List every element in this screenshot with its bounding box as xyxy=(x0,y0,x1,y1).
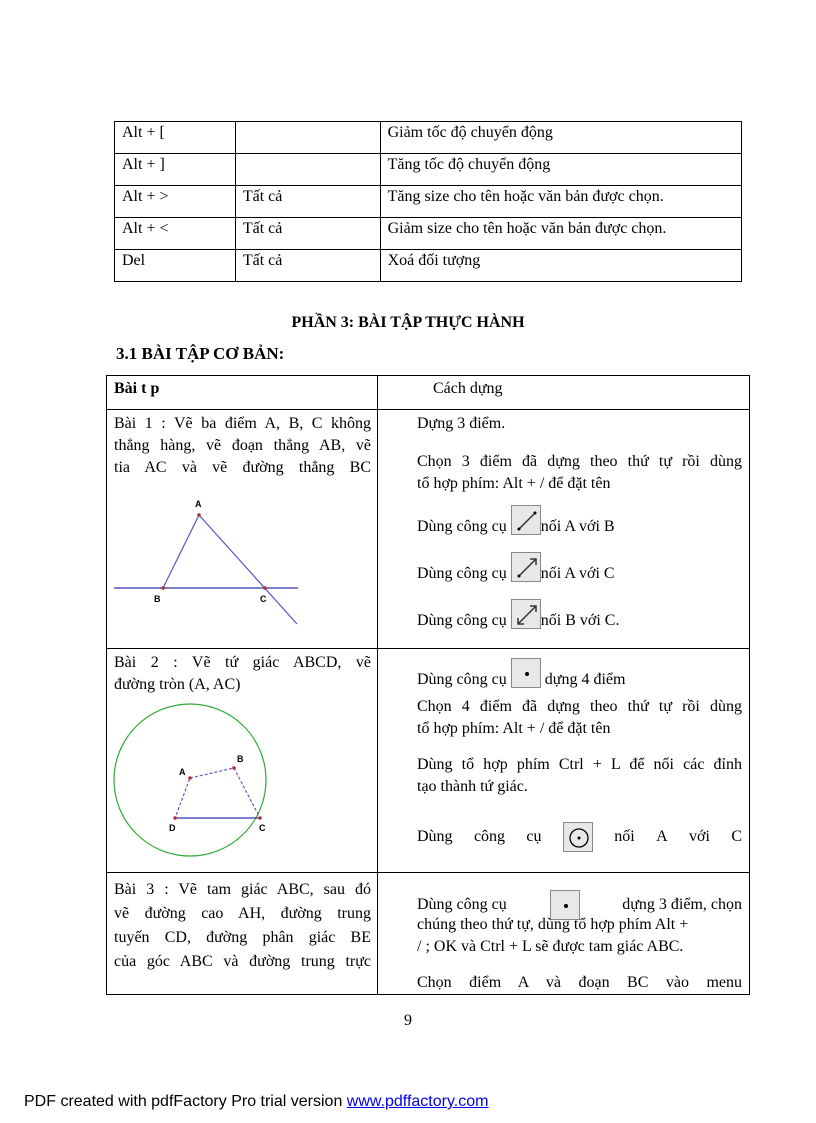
point-a xyxy=(188,776,192,780)
ray-tool-icon xyxy=(511,552,541,582)
shortcut-action: Giảm tốc độ chuyển động xyxy=(380,122,741,154)
header-construction: Cách dựng xyxy=(433,380,503,397)
ex2-step4-w7: C xyxy=(731,828,742,845)
circle-tool-icon xyxy=(563,822,593,852)
shortcut-scope xyxy=(235,154,380,186)
ex1-desc-line1: Bài 1 : Vẽ ba điểm A, B, C không xyxy=(114,415,371,432)
shortcut-row xyxy=(115,250,742,282)
ex2-step4-w3: cụ xyxy=(526,828,542,845)
ex3-step1-pre: Dùng công cụ xyxy=(417,896,507,913)
ex1-step5-post: nối B với C. xyxy=(540,612,620,629)
ex2-desc-line2: đường tròn (A, AC) xyxy=(114,676,241,693)
page-number: 9 xyxy=(404,1012,412,1029)
shortcut-action: Xoá đối tượng xyxy=(380,250,741,282)
shortcut-action: Tăng tốc độ chuyển động xyxy=(380,154,741,186)
ex2-step2-line2: tổ hợp phím: Alt + / để đặt tên xyxy=(417,720,611,737)
point-c xyxy=(258,816,262,820)
ex2-step1 xyxy=(417,658,625,691)
ex3-desc-line4: của góc ABC và đường trung trực xyxy=(114,953,371,970)
point-b xyxy=(232,766,236,770)
shortcut-row xyxy=(115,154,742,186)
header-exercise: Bài t p xyxy=(114,380,160,397)
label-b: B xyxy=(237,754,244,764)
footer-text: PDF created with pdfFactory Pro trial version xyxy=(24,1093,347,1110)
shortcut-key: Alt + < xyxy=(115,218,236,250)
ex3-desc-line2: vẽ đường cao AH, đường trung xyxy=(114,905,371,922)
shortcut-key: Del xyxy=(115,250,236,282)
point-d xyxy=(173,816,177,820)
ex2-step4-w1: Dùng xyxy=(417,828,453,845)
shortcut-scope xyxy=(235,122,380,154)
shortcut-scope: Tất cả xyxy=(235,250,380,282)
point-c xyxy=(263,586,267,590)
section-title: PHẦN 3: BÀI TẬP THỰC HÀNH xyxy=(291,314,525,331)
ex1-step3 xyxy=(417,505,615,538)
label-c: C xyxy=(259,823,266,833)
circle-a-ac xyxy=(114,704,266,856)
triangle-figure xyxy=(108,492,308,632)
point-tool-icon xyxy=(511,658,541,688)
ex3-step1-post: dựng 3 điểm, chọn xyxy=(622,896,742,913)
label-c: C xyxy=(260,594,267,604)
ex3-desc-line1: Bài 3 : Vẽ tam giác ABC, sau đó xyxy=(114,881,371,898)
ex2-step4-w4: nối xyxy=(614,828,635,845)
footer xyxy=(24,1093,488,1111)
point-b xyxy=(161,586,165,590)
label-a: A xyxy=(179,767,186,777)
label-d: D xyxy=(169,823,176,833)
ex2-step4 xyxy=(417,822,742,852)
point-a xyxy=(197,513,201,517)
ex1-step3-post: nối A với B xyxy=(540,518,615,535)
ex2-step2-line1: Chọn 4 điểm đã dựng theo thứ tự rồi dùng xyxy=(417,698,742,715)
line-tool-icon xyxy=(511,599,541,629)
sub-title: 3.1 BÀI TẬP CƠ BẢN: xyxy=(116,344,285,363)
ex1-step2-line1: Chọn 3 điểm đã dựng theo thứ tự rồi dùng xyxy=(417,453,742,470)
ex3-step1-line3: / ; OK và Ctrl + L sẽ được tam giác ABC. xyxy=(417,938,684,955)
ex1-step4-pre: Dùng công cụ xyxy=(417,565,507,582)
shortcut-row xyxy=(115,218,742,250)
ex1-step5-pre: Dùng công cụ xyxy=(417,612,507,629)
ex1-desc-line3: tia AC và vẽ đường thẳng BC xyxy=(114,459,371,476)
ex1-step4-post: nối A với C xyxy=(540,565,615,582)
quad-abcd xyxy=(175,768,260,818)
ex1-step2-line2: tổ hợp phím: Alt + / để đặt tên xyxy=(417,475,611,492)
shortcut-key: Alt + [ xyxy=(115,122,236,154)
shortcut-action: Tăng size cho tên hoặc văn bản được chọn. xyxy=(380,186,741,218)
ex3-desc-line3: tuyến CD, đường phân giác BE xyxy=(114,929,371,946)
ex2-step3-line2: tạo thành tứ giác. xyxy=(417,778,528,795)
shortcut-table xyxy=(114,121,742,282)
ex2-step1-post: dựng 4 điểm xyxy=(544,671,626,688)
segment-ab xyxy=(163,515,199,588)
ex1-step4 xyxy=(417,552,615,585)
shortcut-scope: Tất cả xyxy=(235,186,380,218)
ex2-step4-w6: với xyxy=(689,828,710,845)
label-b: B xyxy=(154,594,161,604)
shortcut-row xyxy=(115,186,742,218)
shortcut-row xyxy=(115,122,742,154)
ex1-step3-pre: Dùng công cụ xyxy=(417,518,507,535)
shortcut-key: Alt + ] xyxy=(115,154,236,186)
label-a: A xyxy=(195,499,202,509)
ex2-desc-line1: Bài 2 : Vẽ tứ giác ABCD, vẽ xyxy=(114,654,371,671)
ex3-step1-line2: chúng theo thứ tự, dùng tổ hợp phím Alt + xyxy=(417,916,689,933)
ray-ac xyxy=(199,515,297,624)
ex2-step1-pre: Dùng công cụ xyxy=(417,671,507,688)
ex2-step3-line1: Dùng tổ hợp phím Ctrl + L để nối các đỉnh xyxy=(417,756,742,773)
footer-link[interactable]: www.pdffactory.com xyxy=(346,1093,489,1110)
ex2-step4-w2: công xyxy=(473,828,506,845)
shortcut-scope: Tất cả xyxy=(235,218,380,250)
ex2-step4-w5: A xyxy=(656,828,668,845)
ex1-step5 xyxy=(417,599,619,632)
ex3-step2-line1: Chọn điểm A và đoạn BC vào menu xyxy=(417,974,742,991)
segment-tool-icon xyxy=(511,505,541,535)
ex1-step1: Dựng 3 điểm. xyxy=(417,415,506,432)
shortcut-key: Alt + > xyxy=(115,186,236,218)
shortcut-action: Giảm size cho tên hoặc văn bản được chọn. xyxy=(380,218,741,250)
ex1-desc-line2: thẳng hàng, vẽ đoạn thẳng AB, vẽ xyxy=(114,437,371,454)
quadrilateral-figure xyxy=(108,700,278,870)
